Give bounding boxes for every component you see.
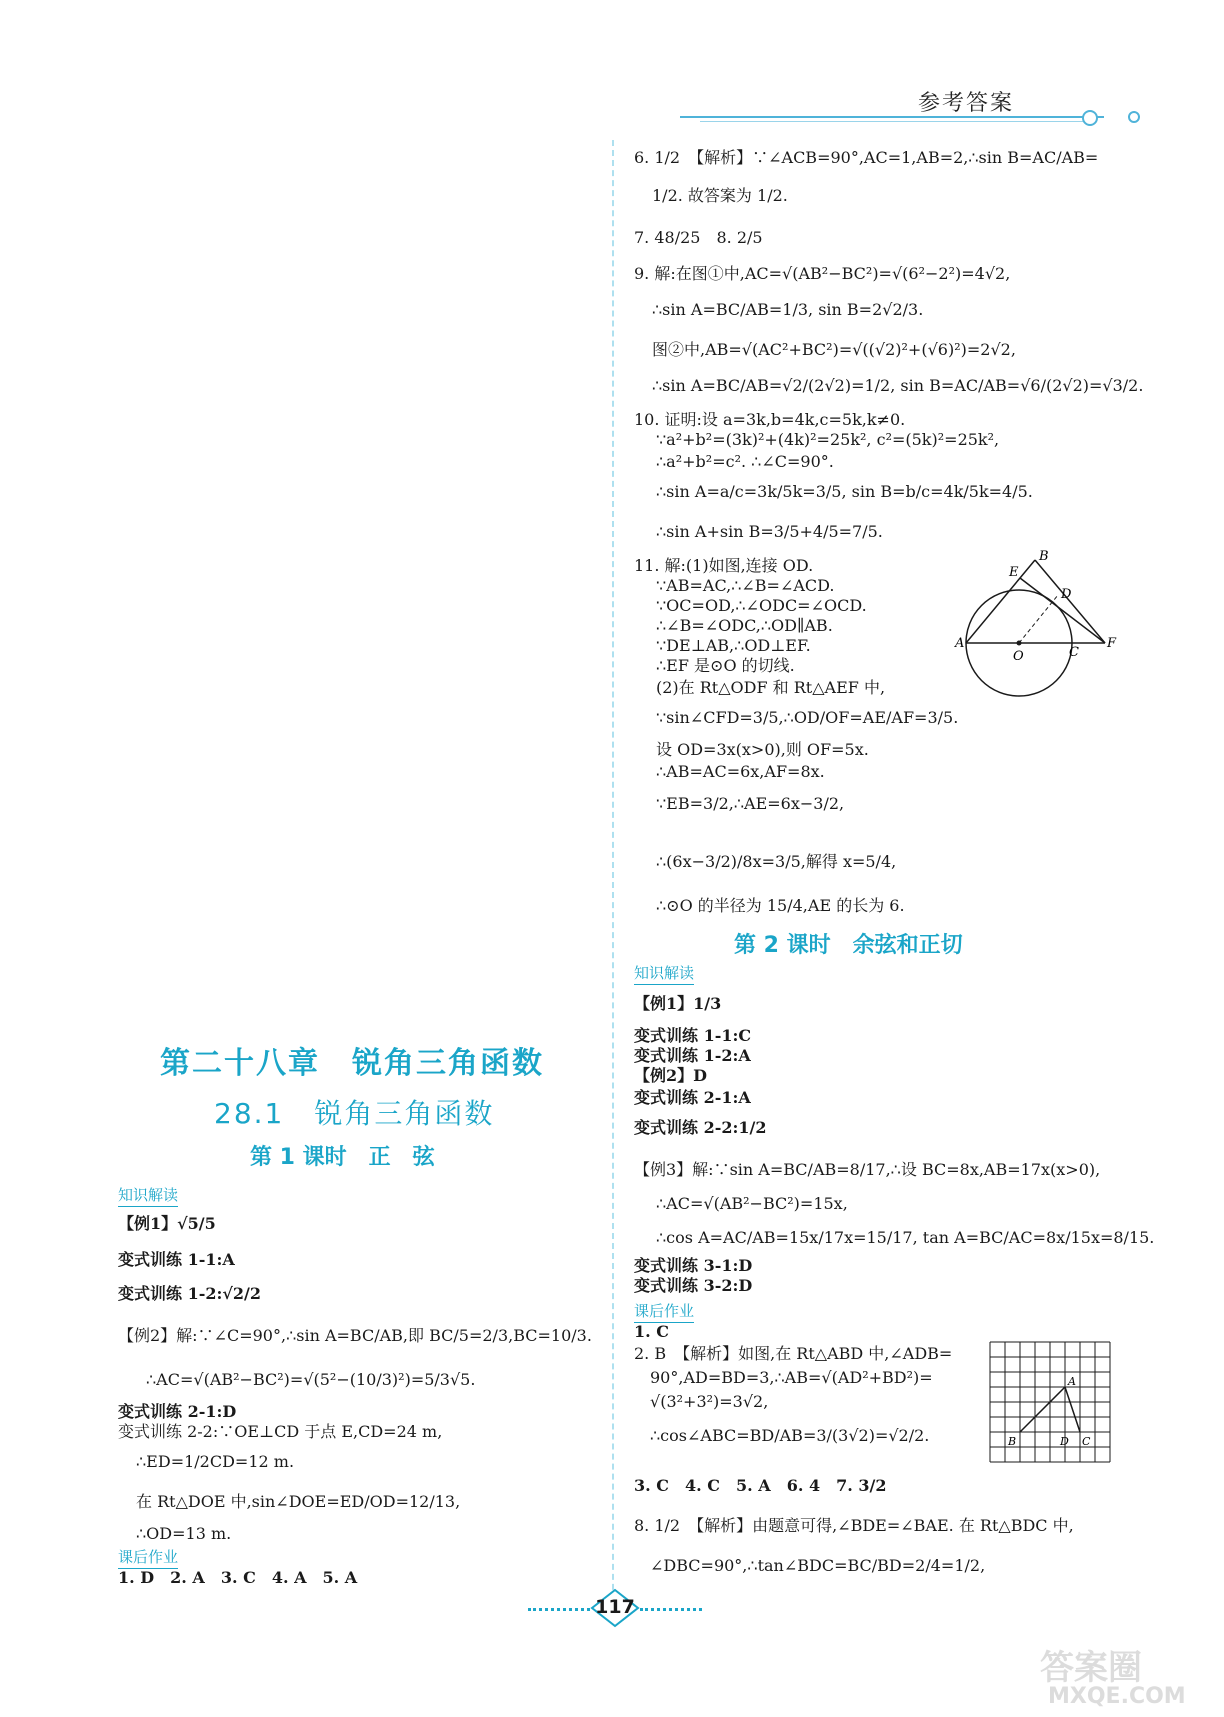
answer-line: ∴AC=√(AB²−BC²)=15x, xyxy=(656,1194,848,1213)
header-dot-icon xyxy=(1082,110,1098,126)
answer-line: ∴OD=13 m. xyxy=(136,1524,232,1543)
answer-line: ∴⊙O 的半径为 15/4,AE 的长为 6. xyxy=(656,896,905,915)
answer-line: 变式训练 2-1:A xyxy=(634,1088,751,1107)
answer-line: 10. 证明:设 a=3k,b=4k,c=5k,k≠0. xyxy=(634,410,906,429)
answer-line: ∵sin∠CFD=3/5,∴OD/OF=AE/AF=3/5. xyxy=(656,708,959,727)
lesson1-title: 第 1 课时 正 弦 xyxy=(250,1145,435,1170)
header-dot-small-icon xyxy=(1128,111,1140,123)
answer-line: 变式训练 1-2:√2/2 xyxy=(118,1284,262,1303)
answer-line: ∴AB=AC=6x,AF=8x. xyxy=(656,762,825,781)
label-D: D xyxy=(1060,1435,1069,1448)
answer-line: ∴cos A=AC/AB=15x/17x=15/17, tan A=BC/AC=8x/15x=8/15. xyxy=(656,1228,1155,1247)
answer-line: 变式训练 1-2:A xyxy=(634,1046,751,1065)
label-E: E xyxy=(1009,565,1019,580)
answer-line: ∵DE⊥AB,∴OD⊥EF. xyxy=(656,636,811,655)
answer-line: 变式训练 2-1:D xyxy=(118,1402,237,1421)
answer-line: 设 OD=3x(x>0),则 OF=5x. xyxy=(656,740,869,759)
answer-line: 【例3】解:∵sin A=BC/AB=8/17,∴设 BC=8x,AB=17x(x>0), xyxy=(634,1160,1101,1179)
answer-line: 变式训练 3-2:D xyxy=(634,1276,753,1295)
answer-line: ∴sin A=BC/AB=1/3, sin B=2√2/3. xyxy=(652,300,924,319)
label-C: C xyxy=(1082,1435,1091,1448)
answer-line: ∴sin A=a/c=3k/5k=3/5, sin B=b/c=4k/5k=4/5. xyxy=(656,482,1033,501)
answer-line: (2)在 Rt△ODF 和 Rt△AEF 中, xyxy=(656,678,886,697)
answer-line: 1. C xyxy=(634,1322,670,1341)
knowledge-tag: 知识解读 xyxy=(634,962,694,985)
answer-line: 2. B 【解析】如图,在 Rt△ABD 中,∠ADB= xyxy=(634,1344,953,1363)
answer-line: 8. 1/2 【解析】由题意可得,∠BDE=∠BAE. 在 Rt△BDC 中, xyxy=(634,1516,1074,1535)
answer-line: 【例1】√5/5 xyxy=(118,1214,216,1233)
chapter-title: 第二十八章 锐角三角函数 xyxy=(160,1046,544,1081)
answer-line: 9. 解:在图①中,AC=√(AB²−BC²)=√(6²−2²)=4√2, xyxy=(634,264,1011,283)
label-A: A xyxy=(1068,1375,1076,1388)
homework-tag: 课后作业 xyxy=(118,1546,178,1569)
header-rule-thin xyxy=(700,121,1090,122)
label-A: A xyxy=(955,636,965,651)
answer-line: 在 Rt△DOE 中,sin∠DOE=ED/OD=12/13, xyxy=(136,1492,461,1511)
page-number: 117 xyxy=(595,1596,635,1618)
answer-line: √(3²+3²)=3√2, xyxy=(650,1392,769,1411)
page-number-rule-right xyxy=(640,1608,702,1611)
answer-line: ∴EF 是⊙O 的切线. xyxy=(656,656,795,675)
answer-line: 11. 解:(1)如图,连接 OD. xyxy=(634,556,814,575)
label-C: C xyxy=(1069,645,1079,660)
answer-line: ∵OC=OD,∴∠ODC=∠OCD. xyxy=(656,596,867,615)
answer-line: ∵AB=AC,∴∠B=∠ACD. xyxy=(656,576,835,595)
page-number-rule-left xyxy=(528,1608,590,1611)
answer-line: 变式训练 2-2:1/2 xyxy=(634,1118,767,1137)
answer-line: 变式训练 2-2:∵OE⊥CD 于点 E,CD=24 m, xyxy=(118,1422,443,1441)
answer-line: 1/2. 故答案为 1/2. xyxy=(652,186,788,205)
label-B: B xyxy=(1008,1435,1017,1448)
column-divider xyxy=(612,140,614,1620)
watermark-logo: 答案圈 xyxy=(1040,1648,1142,1688)
answer-line: ∴a²+b²=c². ∴∠C=90°. xyxy=(656,452,834,471)
knowledge-tag: 知识解读 xyxy=(118,1184,178,1207)
answer-line: 7. 48/25 8. 2/5 xyxy=(634,228,763,247)
answer-line: 变式训练 3-1:D xyxy=(634,1256,753,1275)
answer-line: 图②中,AB=√(AC²+BC²)=√((√2)²+(√6)²)=2√2, xyxy=(652,340,1016,359)
answer-line: 变式训练 1-1:A xyxy=(118,1250,235,1269)
answer-line: ∴(6x−3/2)/8x=3/5,解得 x=5/4, xyxy=(656,852,897,871)
answer-line: 1. D 2. A 3. C 4. A 5. A xyxy=(118,1568,358,1587)
label-B: B xyxy=(1039,549,1049,564)
answer-line: ∴sin A=BC/AB=√2/(2√2)=1/2, sin B=AC/AB=√6/(2√2)=√3/2. xyxy=(652,376,1144,395)
circle-figure xyxy=(955,550,1115,700)
answer-line: 【例2】解:∵∠C=90°,∴sin A=BC/AB,即 BC/5=2/3,BC=10/3. xyxy=(118,1326,592,1345)
answer-line: ∴∠B=∠ODC,∴OD∥AB. xyxy=(656,616,833,635)
section-title: 28.1 锐角三角函数 xyxy=(214,1097,495,1130)
answer-line: ∠DBC=90°,∴tan∠BDC=BC/BD=2/4=1/2, xyxy=(650,1556,986,1575)
lesson2-title: 第 2 课时 余弦和正切 xyxy=(734,933,963,958)
answer-line: 3. C 4. C 5. A 6. 4 7. 3/2 xyxy=(634,1476,887,1495)
label-F: F xyxy=(1107,636,1117,651)
label-D: D xyxy=(1061,587,1072,602)
grid-figure xyxy=(988,1340,1113,1465)
homework-tag: 课后作业 xyxy=(634,1300,694,1323)
answer-line: ∴sin A+sin B=3/5+4/5=7/5. xyxy=(656,522,883,541)
answer-line: 6. 1/2 【解析】∵∠ACB=90°,AC=1,AB=2,∴sin B=AC/AB= xyxy=(634,148,1099,167)
header-title: 参考答案 xyxy=(918,91,1015,116)
answer-line: 变式训练 1-1:C xyxy=(634,1026,752,1045)
answer-line: 【例1】1/3 xyxy=(634,994,722,1013)
answer-line: ∵EB=3/2,∴AE=6x−3/2, xyxy=(656,794,845,813)
watermark-url: MXQE.COM xyxy=(1048,1684,1186,1709)
answer-line: 【例2】D xyxy=(634,1066,708,1085)
answer-line: ∵a²+b²=(3k)²+(4k)²=25k², c²=(5k)²=25k², xyxy=(656,430,1000,449)
header-rule xyxy=(680,116,1104,118)
answer-line: ∴cos∠ABC=BD/AB=3/(3√2)=√2/2. xyxy=(650,1426,930,1445)
label-O: O xyxy=(1013,649,1024,664)
answer-line: ∴AC=√(AB²−BC²)=√(5²−(10/3)²)=5/3√5. xyxy=(146,1370,476,1389)
answer-line: ∴ED=1/2CD=12 m. xyxy=(136,1452,295,1471)
answer-line: 90°,AD=BD=3,∴AB=√(AD²+BD²)= xyxy=(650,1368,933,1387)
